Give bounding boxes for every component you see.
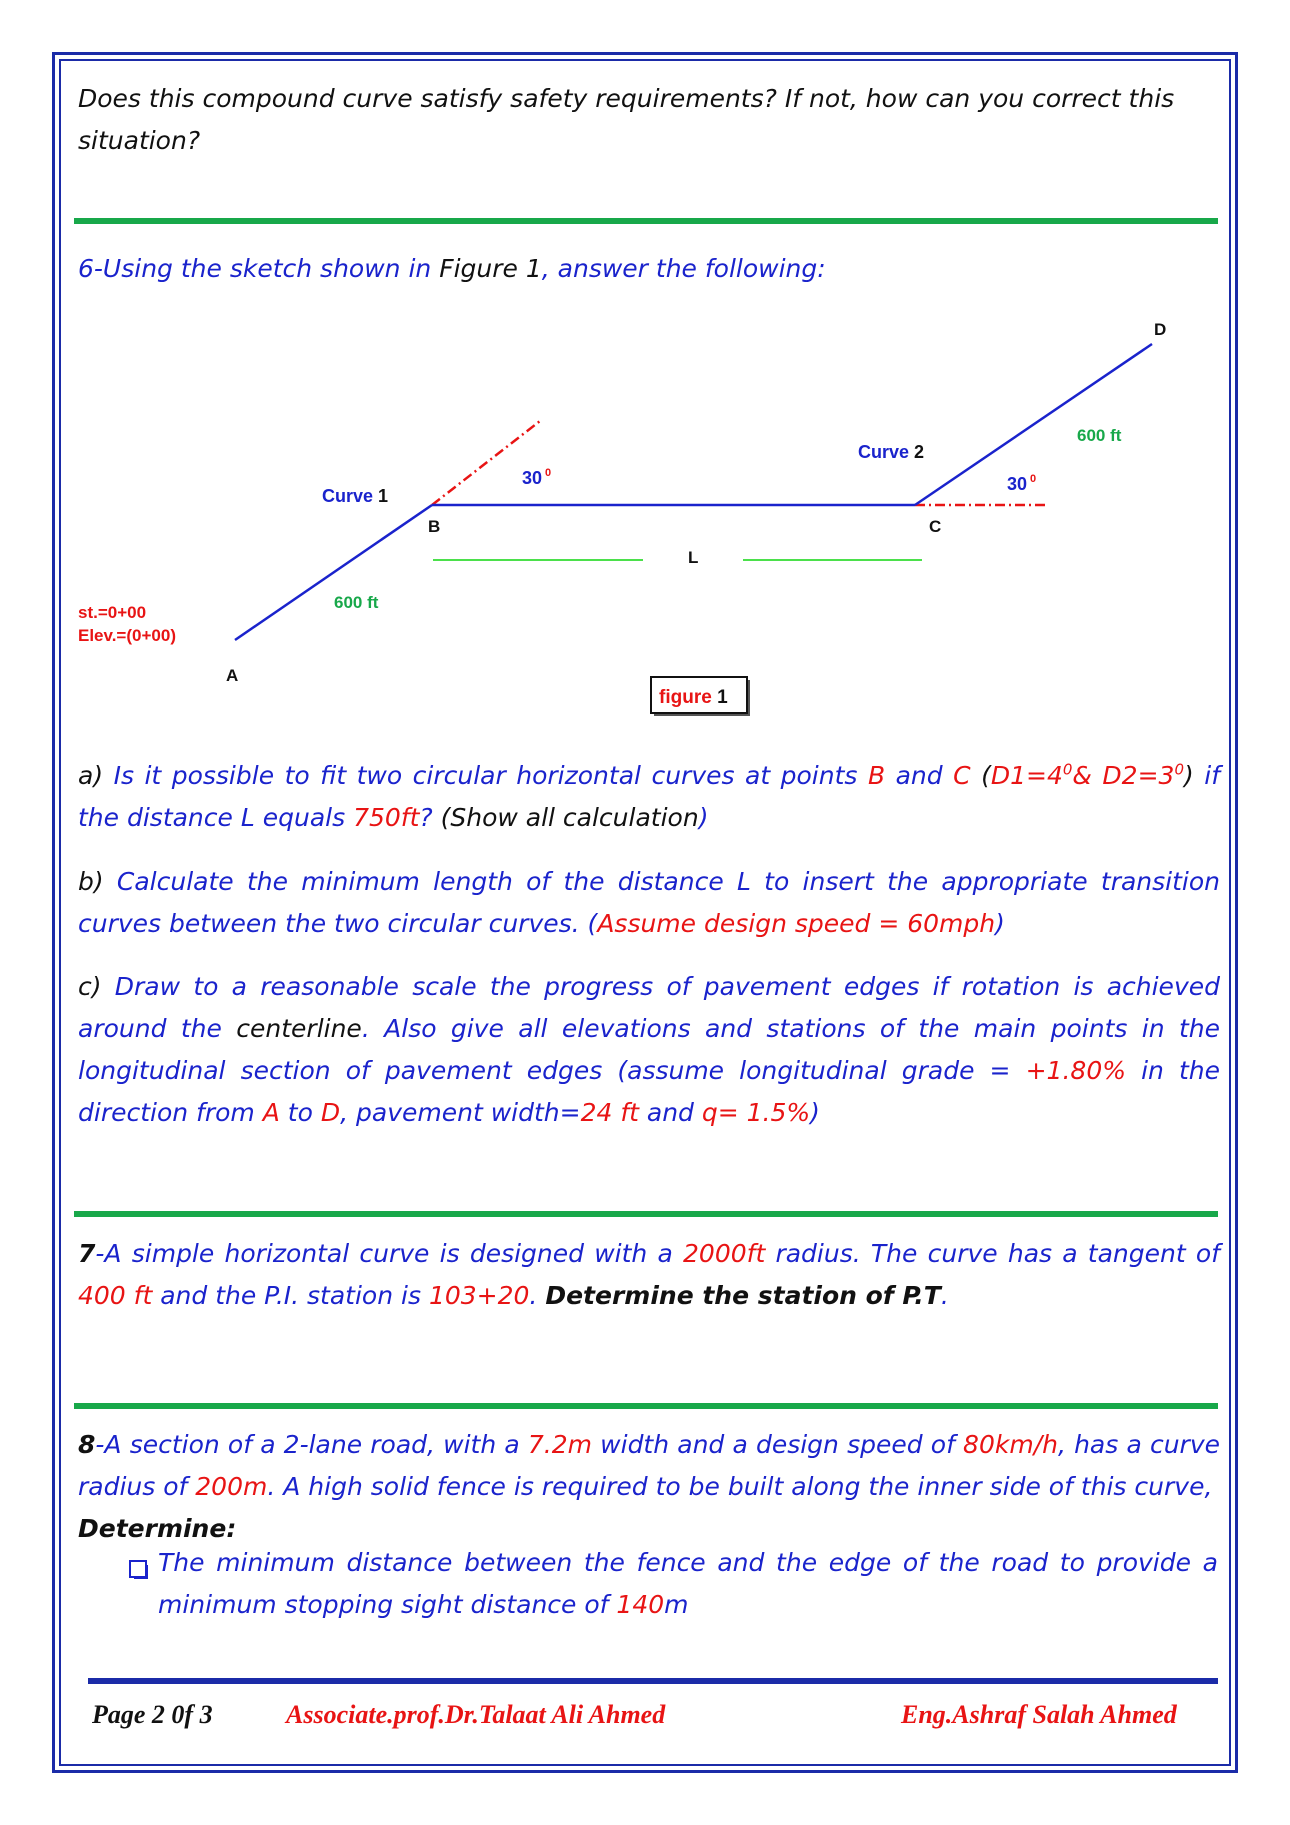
- divider-3: [74, 1403, 1218, 1409]
- tangent-ab: [235, 505, 432, 640]
- q6a-text-1: Is it possible to fit two circular horizontal curves at points: [113, 761, 868, 790]
- extension-b: [432, 421, 540, 505]
- curve1-label: Curve 1: [322, 486, 389, 506]
- q8-text-3: , has a curve radius of: [78, 1430, 1220, 1501]
- q6c-point-d: D: [320, 1098, 341, 1127]
- footer-rule: [88, 1678, 1218, 1684]
- q6-prefix: 6-Using the sketch shown in: [78, 254, 440, 283]
- q6-part-b: [78, 861, 1220, 945]
- q6a-text-2: if the distance L equals: [78, 761, 1220, 832]
- q6-figure-ref: Figure 1: [439, 254, 542, 283]
- q6b-speed: Assume design speed = 60mph: [597, 909, 996, 938]
- q6a-deg2: 0: [1174, 760, 1184, 779]
- q7-station: 103+20: [428, 1281, 530, 1310]
- station-label: st.=0+00: [78, 603, 147, 622]
- q8-text-4: . A high solid fence is required to be built along the inner side of this curve,: [267, 1472, 1213, 1501]
- q8-bullet: [158, 1542, 1218, 1626]
- figure-1: [0, 0, 1290, 760]
- q6a-distance: 750ft: [353, 803, 420, 832]
- q6c-text-2: . Also give all elevations and stations of the main points in the longitudinal section of pavement edges (assume longitudinal grade =: [78, 1014, 1221, 1085]
- label-l: L: [688, 548, 699, 567]
- q7-text-4: .: [529, 1281, 546, 1310]
- q6a-and: and: [885, 761, 954, 790]
- label-d: D: [1154, 320, 1167, 339]
- figure-caption: figure 1: [659, 687, 728, 708]
- q8: [78, 1424, 1220, 1550]
- q7: [78, 1233, 1220, 1317]
- q6b-text: Calculate the minimum length of the distance L to insert the appropriate transition curves between the two circular curves. (: [78, 867, 1220, 938]
- divider-2: [74, 1211, 1218, 1217]
- q6c-and: and: [638, 1098, 702, 1127]
- q6c-to: to: [279, 1098, 321, 1127]
- q8-determine: Determine:: [78, 1514, 237, 1543]
- q6a-show: (Show all calculation: [440, 803, 699, 832]
- q8-number: 8: [78, 1430, 96, 1459]
- q6c-grade: +1.80%: [1025, 1056, 1126, 1085]
- q7-radius: 2000ft: [683, 1239, 766, 1268]
- q6a-close1: ): [1183, 761, 1194, 790]
- q6a-point-c: C: [953, 761, 971, 790]
- elevation-label: Elev.=(0+00): [78, 626, 176, 645]
- q8-bullet-ssd: 140: [616, 1590, 665, 1619]
- q8-speed: 80km/h: [963, 1430, 1058, 1459]
- label-b: B: [428, 517, 441, 536]
- q7-period: .: [940, 1281, 949, 1310]
- q6-part-c: [78, 966, 1220, 1134]
- q6c-text-3: in the direction from: [78, 1056, 1220, 1127]
- q6c-point-a: A: [262, 1098, 280, 1127]
- label-a: A: [226, 666, 239, 685]
- q6c-text-1: Draw to a reasonable scale the progress of pavement edges if rotation is achieved around the: [78, 972, 1220, 1043]
- q7-text-3: and the P.I. station is: [152, 1281, 429, 1310]
- intro-question-text: Does this compound curve satisfy safety requirements? If not, how can you correct this situation?: [78, 84, 1175, 155]
- q7-tangent: 400 ft: [78, 1281, 153, 1310]
- q6a-point-b: B: [867, 761, 886, 790]
- angle-b: 30 $^0$: [522, 467, 552, 488]
- angle-c: 30 $^0$: [1007, 473, 1037, 494]
- q8-bullet-unit: m: [664, 1590, 689, 1619]
- footer-author-2: Eng.Ashraf Salah Ahmed: [901, 1700, 1177, 1729]
- q6c-centerline: centerline: [236, 1014, 362, 1043]
- q7-text-1: -A simple horizontal curve is designed with a: [95, 1239, 684, 1268]
- q8-width: 7.2m: [527, 1430, 592, 1459]
- q6a-d2: & D2=3: [1072, 761, 1175, 790]
- q8-text-2: width and a design speed of: [592, 1430, 964, 1459]
- q6b-close: ): [995, 909, 1005, 938]
- q6a-close2: ): [698, 803, 709, 832]
- q6a-deg1: 0: [1062, 760, 1073, 779]
- distance-cd: 600 ft: [1077, 426, 1122, 445]
- q6c-width: 24 ft: [580, 1098, 639, 1127]
- bullet-checkbox-icon: [129, 1560, 147, 1578]
- q6c-text-4: , pavement width=: [340, 1098, 581, 1127]
- footer-author-1: Associate.prof.Dr.Talaat Ali Ahmed: [286, 1700, 666, 1729]
- q7-determine: Determine the station of P.T: [545, 1281, 941, 1310]
- q6a-d1: D1=4: [990, 761, 1063, 790]
- q8-bullet-text: The minimum distance between the fence and the edge of the road to provide a minimum stopping sight distance of: [158, 1548, 1218, 1619]
- q6b-marker: b): [78, 867, 117, 896]
- q8-text-1: -A section of a 2-lane road, with a: [95, 1430, 528, 1459]
- q6-suffix: , answer the following:: [541, 254, 826, 283]
- q6a-open: (: [970, 761, 991, 790]
- q6a-marker: a): [78, 761, 114, 790]
- q6c-marker: c): [78, 972, 115, 1001]
- label-c: C: [929, 517, 942, 536]
- q6a-qmark: ?: [419, 803, 441, 832]
- distance-ab: 600 ft: [334, 593, 379, 612]
- footer-page: Page 2 0f 3: [92, 1700, 213, 1729]
- q7-text-2: radius. The curve has a tangent of: [765, 1239, 1220, 1268]
- curve2-label: Curve 2: [858, 442, 925, 462]
- q6c-close: ): [810, 1098, 820, 1127]
- q6-part-a: [78, 755, 1220, 839]
- q6c-q: q= 1.5%: [701, 1098, 811, 1127]
- q7-number: 7: [78, 1239, 96, 1268]
- q8-radius: 200m: [195, 1472, 268, 1501]
